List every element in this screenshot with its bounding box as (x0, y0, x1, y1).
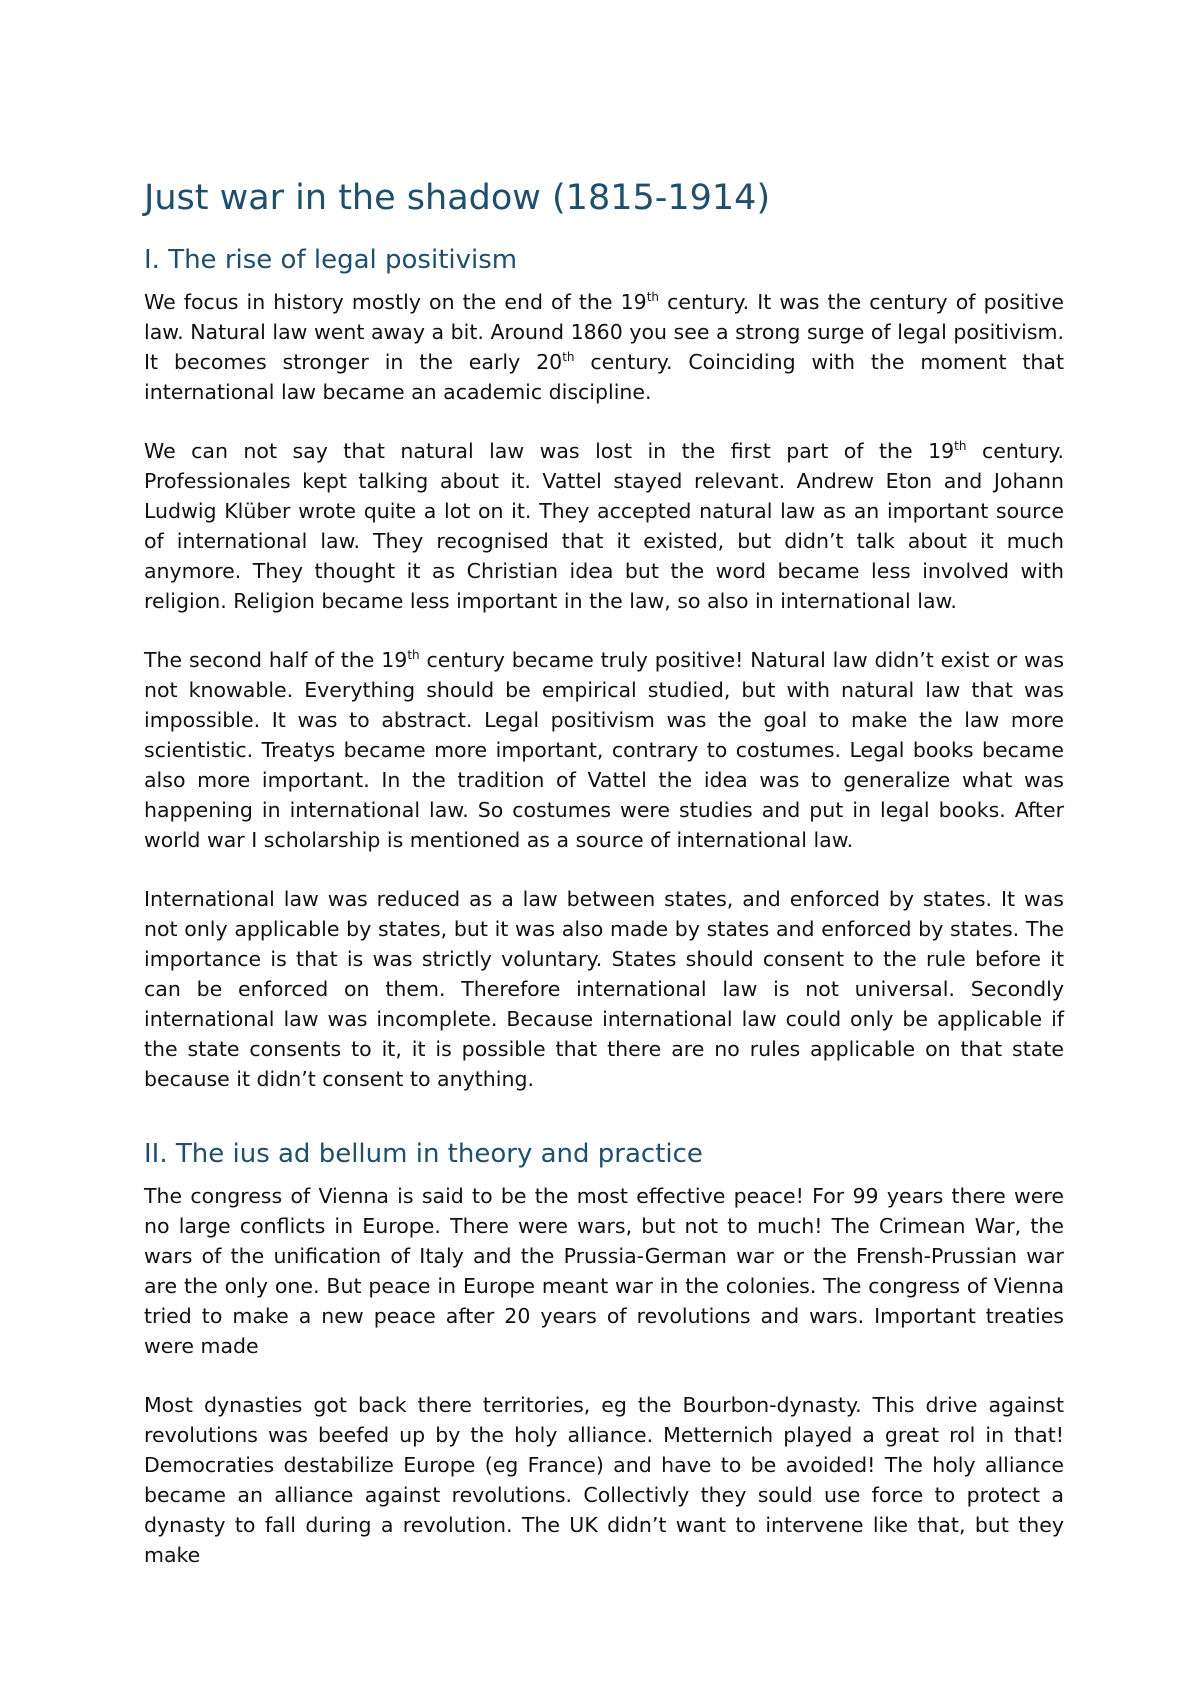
paragraph-6 (144, 1390, 1064, 1570)
ordinal-suffix: th (562, 350, 575, 365)
section-heading-1: I. The rise of legal positivism (144, 245, 518, 275)
paragraph-2-text-b: century. Professionales kept talking about it. Vattel stayed relevant. Andrew Eton and Johann Ludwig Klüber wrote quite a lot on it. They accepted natural law as an important source of international law. They recognised that it existed, but didn’t talk about it much anymore. They thought it as Christian idea but the word became less involved with religion. Religion became less important in the law, so also in international law. (144, 439, 1065, 613)
paragraph-2 (144, 436, 1064, 616)
paragraph-1-text-a: We focus in history mostly on the end of the 19 (144, 290, 647, 314)
paragraph-2-text-a: We can not say that natural law was lost in the first part of the 19 (144, 439, 955, 463)
paragraph-1 (144, 287, 1064, 407)
document-page (144, 176, 1064, 1599)
ordinal-suffix: th (646, 290, 660, 305)
paragraph-4-text: International law was reduced as a law between states, and enforced by states. It was not only applicable by states, but it was also made by states and enforced by states. The importance is that is was strictly voluntary. States should consent to the rule before it can be enforced on them. Therefore international law is not universal. Secondly international law was incomplete. Because international law could only be applicable if the state consents to it, it is possible that there are no rules applicable on that state because it didn’t consent to anything. (144, 887, 1064, 1091)
paragraph-3 (144, 645, 1064, 855)
paragraph-5-text: The congress of Vienna is said to be the most effective peace! For 99 years there were no large conflicts in Europe. There were wars, but not to much! The Crimean War, the wars of the unification of Italy and the Prussia-German war or the Frensh-Prussian war are the only one. But peace in Europe meant war in the colonies. The congress of Vienna tried to make a new peace after 20 years of revolutions and wars. Important treaties were made (144, 1184, 1064, 1358)
paragraph-4 (144, 884, 1064, 1094)
paragraph-6-text: Most dynasties got back there territories, eg the Bourbon-dynasty. This drive against revolutions was beefed up by the holy alliance. Metternich played a great rol in that! Democraties destabilize Europe (eg France) and have to be avoided! The holy alliance became an alliance against revolutions. Collectivly they sould use force to protect a dynasty to fall during a revolution. The UK didn’t want to intervene like that, but they make (144, 1393, 1064, 1567)
document-title: Just war in the shadow (1815-1914) (144, 178, 771, 218)
paragraph-3-text-a: The second half of the 19 (144, 648, 408, 672)
ordinal-suffix: th (407, 648, 420, 663)
paragraph-1-text-c: century. Coinciding with the moment that international law became an academic discipline. (144, 350, 1064, 404)
paragraph-3-text-b: century became truly positive! Natural law didn’t exist or was not knowable. Everything should be empirical studied, but with natural law that was impossible. It was to abstract. Legal positivism was the goal to make the law more scientistic. Treatys became more important, contrary to costumes. Legal books became also more important. In the tradition of Vattel the idea was to generalize what was happening in international law. So costumes were studies and put in legal books. After world war I scholarship is mentioned as a source of international law. (144, 648, 1064, 852)
section-heading-2: II. The ius ad bellum in theory and practice (144, 1139, 703, 1169)
paragraph-5 (144, 1181, 1064, 1361)
paragraph-1-text-b: century. It was the century of positive law. Natural law went away a bit. Around 1860 you see a strong surge of legal positivism. It becomes stronger in the early 20 (144, 290, 1064, 374)
ordinal-suffix: th (954, 439, 967, 454)
